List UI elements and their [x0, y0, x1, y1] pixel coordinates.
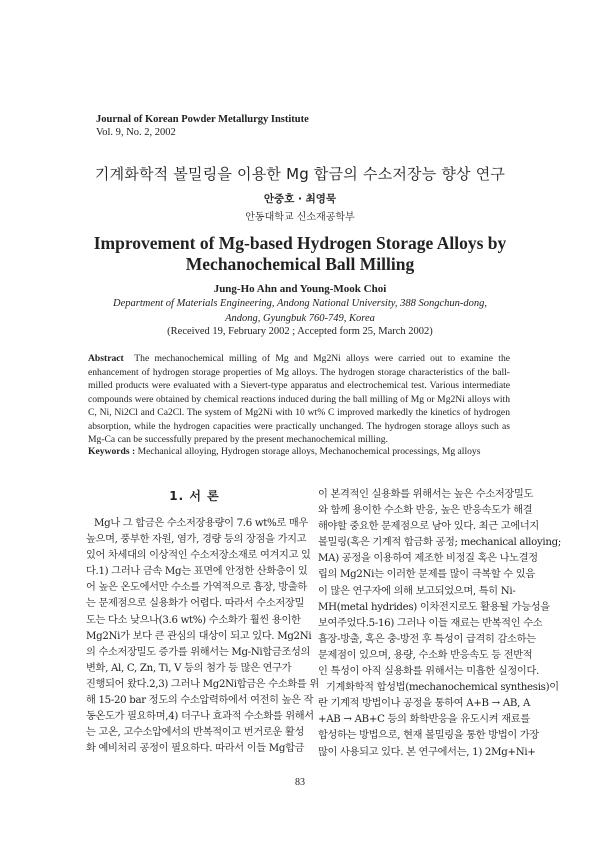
page-number: 83	[295, 777, 305, 788]
text-line: 보여주었다.5-16) 그러나 이들 재료는 반복적인 수소	[318, 617, 543, 629]
text-line: 는 고온, 고수소압에서의 반복적이고 번거로운 활성	[86, 727, 304, 739]
text-line: MA) 공정을 이용하여 제조한 비정질 혹은 나노결정	[318, 553, 538, 565]
keywords-text: Mechanical alloying, Hydrogen storage alloys, Mechanochemical processings, Mg alloys	[137, 446, 481, 457]
abstract	[88, 352, 510, 447]
text-line: 는 문제점으로 실용화가 어렵다. 따라서 수소저장밀	[86, 598, 304, 610]
text-line: 흡장-방출, 혹은 충-방전 후 특성이 급격히 감소하는	[318, 633, 536, 645]
text-line: 이 본격적인 실용화를 위해서는 높은 수소저장밀도	[318, 489, 534, 500]
text-line: 이 많은 연구자에 의해 보고되었으며, 특히 Ni-	[318, 585, 516, 597]
text-line: 란 기계적 방법이나 공정을 통하여 A+B → AB, A	[318, 698, 531, 710]
text-line: Mg2Ni가 보다 큰 관심의 대상이 되고 있다. Mg2Ni	[86, 630, 312, 642]
text-line: 어 높은 온도에서만 수소를 가역적으로 흡장, 방출하	[86, 582, 307, 594]
korean-affiliation: 안동대학교 신소재공학부	[245, 212, 355, 223]
text-line: +AB → AB+C 등의 화학반응을 유도시켜 재료를	[318, 714, 530, 726]
keywords-label: Keywords :	[88, 446, 136, 457]
affiliation-line1: Department of Materials Engineering, Andong National University, 388 Songchun-dong,	[113, 298, 487, 309]
text-line: 많이 사용되고 있다. 본 연구에서는, 1) 2Mg+Ni+	[318, 746, 536, 758]
text-line: 다.1) 그러나 금속 Mg는 표면에 안정한 산화층이 있	[86, 566, 308, 578]
journal-name: Journal of Korean Powder Metallurgy Institute	[96, 114, 309, 125]
text-line: 높으며, 풍부한 자원, 염가, 경량 등의 장점을 가지고	[86, 534, 307, 546]
journal-volume: Vol. 9, No. 2, 2002	[96, 127, 176, 138]
text-line: 있어 차세대의 이상적인 수소저장소재로 여겨지고 있	[86, 550, 311, 562]
english-title-line2: Mechanochemical Ball Milling	[185, 254, 415, 274]
abstract-label: Abstract	[88, 353, 124, 364]
received-dates: (Received 19, February 2002 ; Accepted form 25, March 2002)	[167, 326, 433, 337]
english-authors: Jung-Ho Ahn and Young-Mook Choi	[213, 283, 387, 295]
section-heading: 1. 서 론	[169, 489, 220, 503]
text-line: 와 함께 용이한 수소화 반응, 높은 반응속도가 해결	[318, 505, 533, 517]
text-line: Mg나 그 합금은 수소저장용량이 7.6 wt%로 매우	[94, 518, 308, 529]
english-title-line1: Improvement of Mg-based Hydrogen Storage Alloys by	[93, 233, 507, 253]
text-line: 의 수소저장밀도 증가를 위해서는 Mg-Ni합금조성의	[86, 646, 311, 658]
english-affiliation	[0, 297, 600, 326]
text-line: 문제점이 있으며, 용량, 수소화 반응속도 등 전반적	[318, 649, 533, 661]
text-line: 진행되어 왔다.2,3) 그러나 Mg2Ni합금은 수소화를 위	[86, 678, 319, 690]
text-line: 해야할 중요한 문제점으로 남아 있다. 최근 고에너지	[318, 521, 539, 533]
text-line: 동온도가 필요하며,4) 더구나 효과적 수소화를 위해서	[86, 711, 314, 723]
journal-header	[96, 113, 309, 139]
text-line: 변화, Al, C, Zn, Ti, V 등의 첨가 등 많은 연구가	[86, 662, 292, 674]
keywords	[88, 446, 518, 457]
text-line: 해 15-20 bar 정도의 수소압력하에서 여전히 높은 작	[86, 695, 314, 707]
korean-authors: 안중호 · 최영묵	[263, 193, 337, 205]
text-line: 합성하는 방법으로, 현재 볼밀링을 통한 방법이 가장	[318, 730, 539, 742]
right-column	[318, 487, 561, 761]
text-line: MH(metal hydrides) 이차전지로도 활용될 가능성을	[318, 601, 550, 613]
text-line: 기계화학적 합성법(mechanochemical synthesis)이	[326, 682, 559, 694]
text-line: 도는 다소 낮으나(3.6 wt%) 수소화가 훨씬 용이한	[86, 614, 301, 626]
abstract-text: The mechanochemical milling of Mg and Mg2Ni alloys were carried out to examine the enhancement of hydrogen storage properties of Mg alloys. The hydrogen storage characteristics of the ball-milled products were evaluated with a Sievert-type apparatus and electrochemical test. Various intermediate compounds were obtained by chemical reactions induced during the ball milling of Mg or Mg2Ni alloys with C, Ni, Ni2Cl and Ca2Cl. The system of Mg2Ni with 10 wt% C improved markedly the kinetics of hydrogen absorption, while the hydrogen capacities were practically unchanged. The hydrogen storage alloys such as Mg-Ca can be successfully prepared by the present mechanochemical milling.	[88, 353, 511, 445]
korean-title: 기계화학적 볼밀링을 이용한 Mg 합금의 수소저장능 향상 연구	[94, 165, 506, 183]
english-title	[0, 233, 600, 275]
affiliation-line2: Andong, Gyungbuk 760-749, Korea	[225, 312, 375, 324]
left-column	[86, 516, 319, 757]
text-line: 인 특성이 아직 실용화를 위해서는 미흡한 실정이다.	[318, 666, 539, 678]
text-line: 화 예비처리 공정이 필요하다. 따라서 이들 Mg합금	[86, 743, 305, 755]
text-line: 볼밀링(혹은 기계적 합금화 공정; mechanical alloying;	[318, 537, 561, 549]
text-line: 립의 Mg2Ni는 이러한 문제를 많이 극복할 수 있음	[318, 569, 535, 581]
